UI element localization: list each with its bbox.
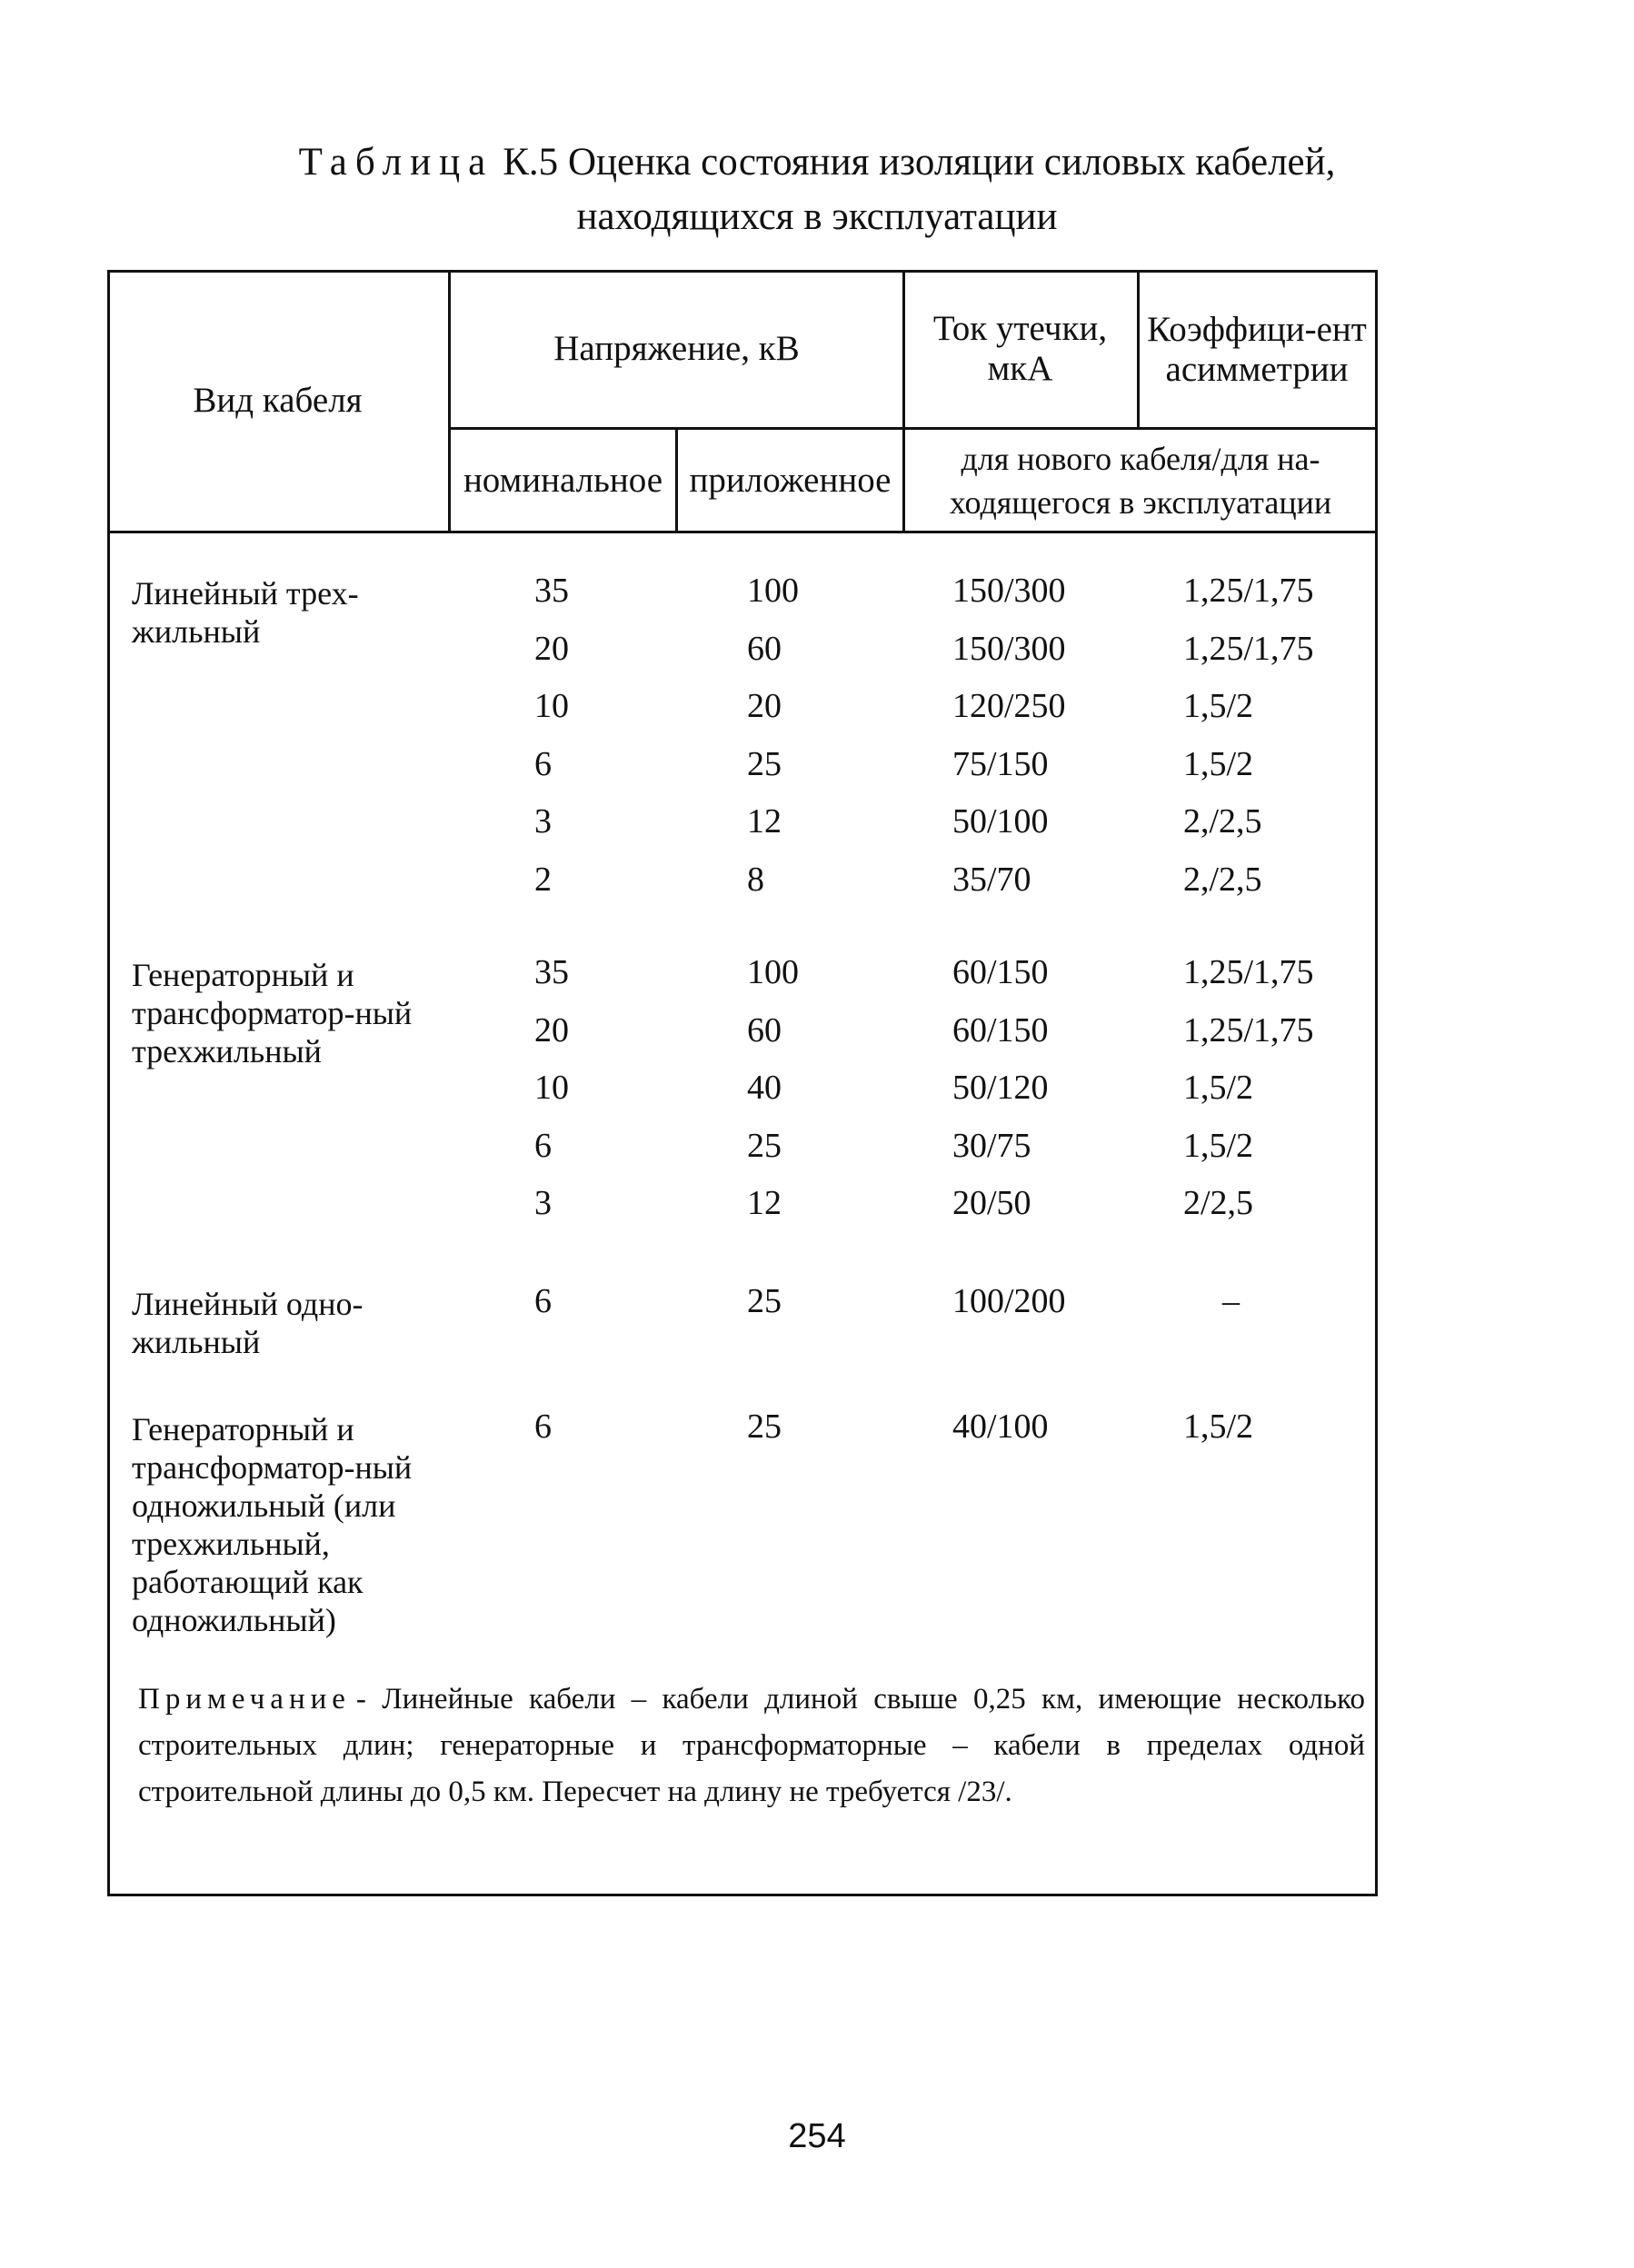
cell-asym: 1,5/2 bbox=[1183, 1126, 1254, 1165]
cell-leakage: 35/70 bbox=[952, 860, 1031, 899]
cell-applied: 25 bbox=[747, 744, 782, 783]
cell-nominal: 6 bbox=[534, 1126, 552, 1165]
cell-leakage: 60/150 bbox=[952, 953, 1049, 991]
cell-nominal: 20 bbox=[534, 1010, 569, 1049]
cable-type-label: Линейный трех-жильный bbox=[132, 575, 359, 650]
header-new-old: для нового кабеля/для на-ходящегося в эксплуатации bbox=[949, 440, 1332, 521]
header-divider bbox=[1137, 270, 1140, 427]
cell-leakage: 40/100 bbox=[952, 1408, 1049, 1446]
cell-asym: – bbox=[1222, 1282, 1240, 1320]
cell-nominal: 3 bbox=[534, 802, 552, 841]
cell-applied: 100 bbox=[747, 572, 799, 610]
cell-applied: 8 bbox=[747, 860, 764, 899]
cell-nominal: 6 bbox=[534, 1408, 552, 1446]
cell-leakage: 50/120 bbox=[952, 1069, 1049, 1107]
cell-nominal: 35 bbox=[534, 953, 569, 991]
cell-asym: 1,5/2 bbox=[1183, 1069, 1254, 1107]
cell-leakage: 150/300 bbox=[952, 572, 1066, 610]
caption-title-line2: находящихся в эксплуатации bbox=[576, 195, 1058, 238]
cell-asym: 1,25/1,75 bbox=[1183, 953, 1314, 991]
cell-asym: 1,5/2 bbox=[1183, 1408, 1254, 1446]
cell-applied: 100 bbox=[747, 953, 799, 991]
cell-leakage: 100/200 bbox=[952, 1282, 1066, 1320]
header-asymmetry: Коэффици-ент асимметрии bbox=[1147, 309, 1367, 389]
header-bottom-rule bbox=[107, 531, 1378, 533]
header-nominal: номинальное bbox=[463, 460, 663, 500]
cell-asym: 1,25/1,75 bbox=[1183, 572, 1314, 610]
cell-applied: 60 bbox=[747, 629, 782, 668]
header-leakage: Ток утечки, мкА bbox=[932, 308, 1108, 388]
cell-nominal: 6 bbox=[534, 1282, 552, 1320]
cell-asym: 1,25/1,75 bbox=[1183, 1010, 1314, 1049]
cell-nominal: 10 bbox=[534, 687, 569, 725]
note-label: Примечание bbox=[138, 1683, 351, 1716]
cell-applied: 60 bbox=[747, 1010, 782, 1049]
cell-applied: 12 bbox=[747, 1184, 782, 1222]
cell-leakage: 150/300 bbox=[952, 629, 1066, 668]
cell-asym: 2,/2,5 bbox=[1183, 802, 1262, 841]
cell-applied: 12 bbox=[747, 802, 782, 841]
cell-asym: 1,5/2 bbox=[1183, 687, 1254, 725]
cell-nominal: 2 bbox=[534, 860, 552, 899]
cable-type-label: Генераторный и трансформатор-ный одножильный (или трехжильный, работающий как одножильный) bbox=[132, 1411, 413, 1638]
cable-type-label: Генераторный и трансформатор-ный трехжильный bbox=[132, 957, 413, 1069]
cell-nominal: 3 bbox=[534, 1184, 552, 1222]
cell-asym: 2,/2,5 bbox=[1183, 860, 1262, 899]
cell-nominal: 20 bbox=[534, 629, 569, 668]
cell-asym: 1,25/1,75 bbox=[1183, 629, 1314, 668]
header-voltage: Напряжение, кВ bbox=[553, 328, 800, 368]
cell-leakage: 30/75 bbox=[952, 1126, 1031, 1165]
cable-type-label: Линейный одно-жильный bbox=[132, 1286, 364, 1360]
caption-number: К.5 bbox=[503, 141, 559, 184]
cell-applied: 40 bbox=[747, 1069, 782, 1107]
table-note bbox=[138, 1676, 1365, 1815]
cell-leakage: 120/250 bbox=[952, 687, 1066, 725]
cell-leakage: 20/50 bbox=[952, 1184, 1031, 1222]
cell-nominal: 6 bbox=[534, 744, 552, 783]
cell-leakage: 60/150 bbox=[952, 1010, 1049, 1049]
cell-applied: 20 bbox=[747, 687, 782, 725]
cell-applied: 25 bbox=[747, 1282, 782, 1320]
header-applied: приложенное bbox=[689, 460, 892, 500]
note-text: - Линейные кабели – кабели длиной свыше 0,25 км, имеющие несколько строительных длин; генераторные и трансформаторные – кабели в пределах одной строительной длины до 0,5 км. Пересчет на длину не требуется /23/. bbox=[138, 1683, 1365, 1808]
cell-leakage: 75/150 bbox=[952, 744, 1049, 783]
caption-label: Таблица bbox=[298, 141, 494, 184]
cell-applied: 25 bbox=[747, 1126, 782, 1165]
cell-leakage: 50/100 bbox=[952, 802, 1049, 841]
cell-applied: 25 bbox=[747, 1408, 782, 1446]
header-divider bbox=[902, 270, 905, 533]
caption-title-line1: Оценка состояния изоляции силовых кабелей, bbox=[567, 141, 1336, 184]
cell-asym: 1,5/2 bbox=[1183, 744, 1254, 783]
header-cable-type: Вид кабеля bbox=[193, 380, 363, 420]
table-caption bbox=[0, 132, 1634, 194]
cell-nominal: 10 bbox=[534, 1069, 569, 1107]
page-number: 254 bbox=[788, 2117, 846, 2155]
cell-nominal: 35 bbox=[534, 572, 569, 610]
cell-asym: 2/2,5 bbox=[1183, 1184, 1254, 1222]
